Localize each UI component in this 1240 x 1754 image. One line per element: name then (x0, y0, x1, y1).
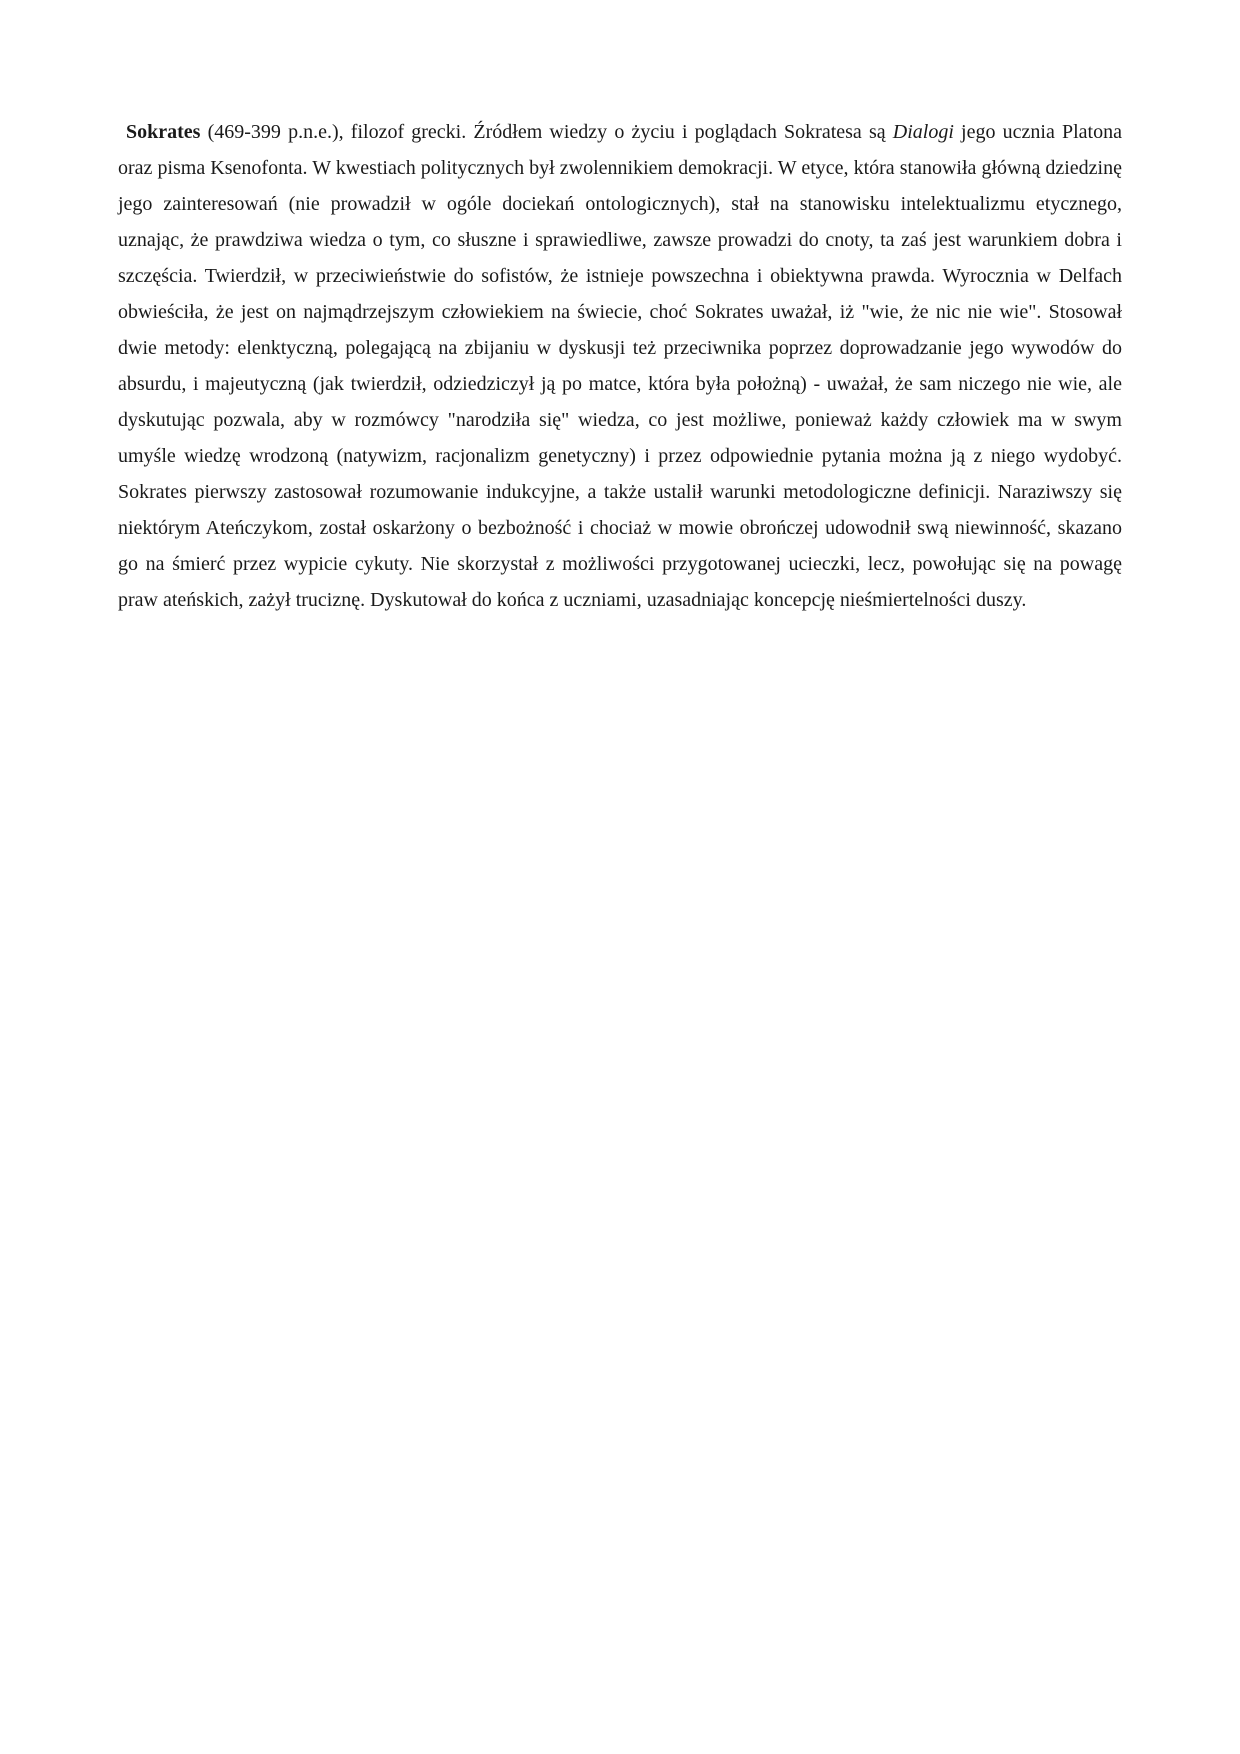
body-paragraph (118, 114, 1122, 618)
paragraph-text-part-1: (469-399 p.n.e.), filozof grecki. Źródłem wiedzy o życiu i poglądach Sokratesa są (200, 121, 893, 143)
italic-title-dialogi: Dialogi (892, 121, 954, 143)
paragraph-text-part-2: jego ucznia Platona oraz pisma Ksenofonta. W kwestiach politycznych był zwolennikiem demokracji. W etyce, która stanowiła główną dziedzinę jego zainteresowań (nie prowadził w ogóle dociekań ontologicznych), stał na stanowisku intelektualizmu etycznego, uznając, że prawdziwa wiedza o tym, co słuszne i sprawiedliwe, zawsze prowadzi do cnoty, ta zaś jest warunkiem dobra i szczęścia. Twierdził, w przeciwieństwie do sofistów, że istnieje powszechna i obiektywna prawda. Wyrocznia w Delfach obwieściła, że jest on najmądrzejszym człowiekiem na świecie, choć Sokrates uważał, iż "wie, że nic nie wie". Stosował dwie metody: elenktyczną, polegającą na zbijaniu w dyskusji też przeciwnika poprzez doprowadzanie jego wywodów do absurdu, i majeutyczną (jak twierdził, odziedziczył ją po matce, która była położną) - uważał, że sam niczego nie wie, ale dyskutując pozwala, aby w rozmówcy "narodziła się" wiedza, co jest możliwe, ponieważ każdy człowiek ma w swym umyśle wiedzę wrodzoną (natywizm, racjonalizm genetyczny) i przez odpowiednie pytania można ją z niego wydobyć. Sokrates pierwszy zastosował rozumowanie indukcyjne, a także ustalił warunki metodologiczne definicji. Naraziwszy się niektórym Ateńczykom, został oskarżony o bezbożność i chociaż w mowie obrończej udowodnił swą niewinność, skazano go na śmierć przez wypicie cykuty. Nie skorzystał z możliwości przygotowanej ucieczki, lecz, powołując się na powagę praw ateńskich, zażył truciznę. Dyskutował do końca z uczniami, uzasadniając koncepcję nieśmiertelności duszy. (118, 121, 1122, 611)
term-sokrates: Sokrates (126, 121, 201, 143)
